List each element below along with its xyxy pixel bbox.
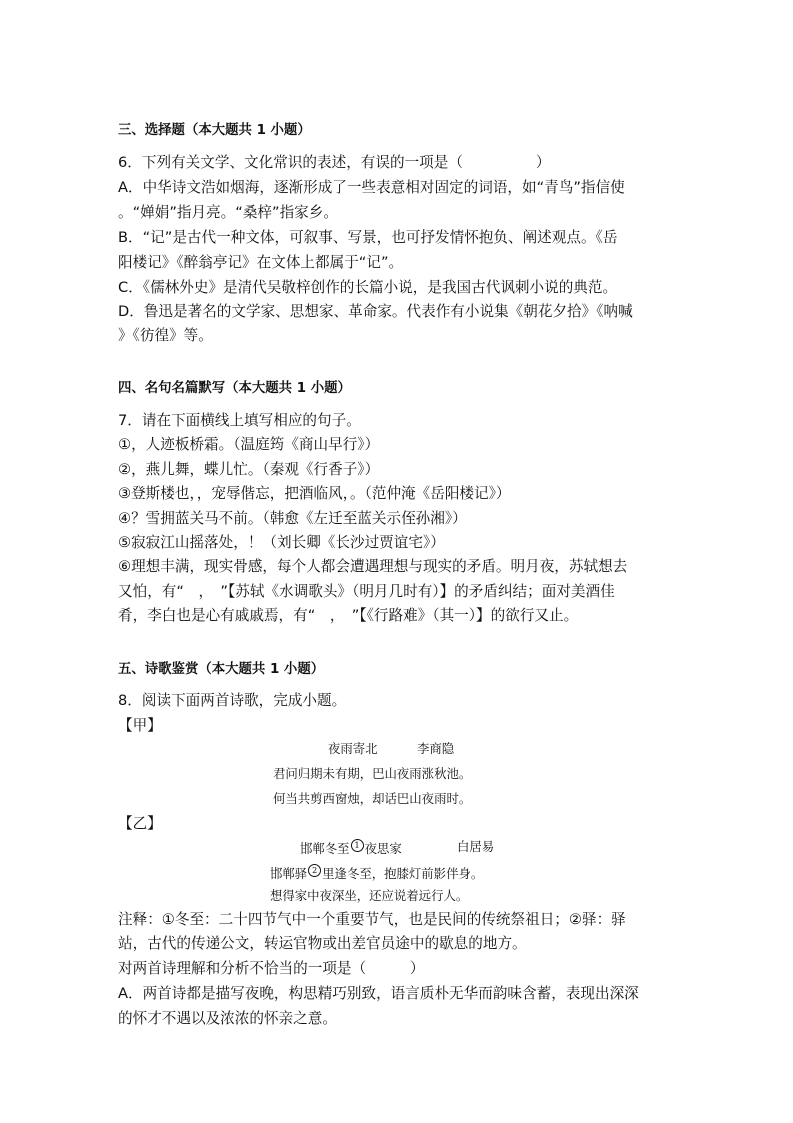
question-8-sub: 对两首诗理解和分析不恰当的一项是（ ）	[118, 960, 425, 977]
q6-option-a-line2: 。“婵娟”指月亮。“桑梓”指家乡。	[118, 204, 338, 221]
footnote-marker-1: 1	[351, 839, 364, 852]
poem1-line2: 何当共剪西窗烛，却话巴山夜雨时。	[273, 791, 472, 806]
q7-item-6-line3: 肴，李白也是心有戚戚焉，有“ ， ”【《行路难》（其一）】的欲行又止。	[118, 607, 579, 624]
q6-option-d-line1: D．鲁迅是著名的文学家、思想家、革命家。代表作有小说集《朝花夕拾》《呐喊	[118, 303, 633, 320]
poem2-title-part2: 夜思家	[364, 841, 402, 856]
poem2-line1-part2: 里逢冬至，抱膝灯前影伴身。	[322, 866, 484, 881]
q7-item-4: ④？雪拥蓝关马不前。（韩愈《左迁至蓝关示侄孙湘》）	[118, 510, 467, 527]
poem2-author: 白居易	[457, 839, 495, 854]
question-8: 8．阅读下面两首诗歌，完成小题。	[118, 692, 347, 709]
section4-heading: 四、名句名篇默写（本大题共 1 小题）	[118, 381, 351, 396]
section3-heading: 三、选择题（本大题共 1 小题）	[118, 123, 311, 138]
question-7: 7．请在下面横线上填写相应的句子。	[118, 412, 361, 429]
poem2-line1-part1: 邯郸驿	[270, 866, 308, 881]
poem1-author: 李商隐	[417, 741, 455, 756]
footnote-marker-2: 2	[308, 864, 321, 877]
q7-item-2: ②，燕儿舞，蝶儿忙。（秦观《行香子》）	[118, 461, 380, 478]
q6-option-b-line1: B．“记”是古代一种文体，可叙事、写景，也可抒发情怀抱负、阐述观点。《岳	[118, 229, 618, 246]
poem2-title-part1: 邯郸冬至	[300, 841, 350, 856]
q7-item-3: ③登斯楼也，，宠辱偕忘，把酒临风，。（范仲淹《岳阳楼记》）	[118, 485, 511, 502]
q7-item-5: ⑤寂寂江山摇落处，！（刘长卿《长沙过贾谊宅》）	[118, 534, 445, 551]
poem1-title: 夜雨寄北	[328, 741, 378, 756]
poem1-line1: 君问归期未有期，巴山夜雨涨秋池。	[273, 766, 472, 781]
q7-item-1: ①，人迹板桥霜。（温庭筠《商山早行》）	[118, 436, 380, 453]
q6-option-c: C．《儒林外史》是清代吴敬梓创作的长篇小说，是我国古代讽刺小说的典范。	[118, 279, 618, 296]
q8-option-a-line2: 的怀才不遇以及浓浓的怀亲之意。	[118, 1010, 337, 1027]
question-6: 6．下列有关文学、文化常识的表述，有误的一项是（ ）	[118, 154, 551, 171]
q6-option-d-line2: 》《彷徨》等。	[118, 327, 213, 344]
label-jia: 【甲】	[118, 717, 162, 734]
label-yi: 【乙】	[118, 815, 162, 832]
q7-item-6-line1: ⑥理想丰满，现实骨感，每个人都会遭遇理想与现实的矛盾。明月夜，苏轼想去	[118, 558, 628, 575]
q6-option-a-line1: A．中华诗文浩如烟海，逐渐形成了一些表意相对固定的词语，如“青鸟”指信使	[118, 179, 625, 196]
notes-line1: 注释：①冬至：二十四节气中一个重要节气，也是民间的传统祭祖日；②驿：驿	[118, 911, 626, 928]
section5-heading: 五、诗歌鉴赏（本大题共 1 小题）	[118, 662, 325, 677]
q6-option-b-line2: 阳楼记》《醉翁亭记》在文体上都属于“记”。	[118, 254, 404, 271]
poem2-title	[300, 839, 402, 857]
q8-option-a-line1: A．两首诗都是描写夜晚，构思精巧别致，语言质朴无华而韵味含蓄，表现出深深	[118, 985, 639, 1002]
poem2-line2: 想得家中夜深坐，还应说着远行人。	[270, 888, 469, 903]
notes-line2: 站，古代的传递公文，转运官物或出差官员途中的歇息的地方。	[118, 935, 527, 952]
poem2-line1	[270, 864, 483, 882]
q7-item-6-line2: 又怕，有“ ， ”【苏轼《水调歌头》（明月几时有）】的矛盾纠结；面对美酒佳	[118, 583, 615, 600]
